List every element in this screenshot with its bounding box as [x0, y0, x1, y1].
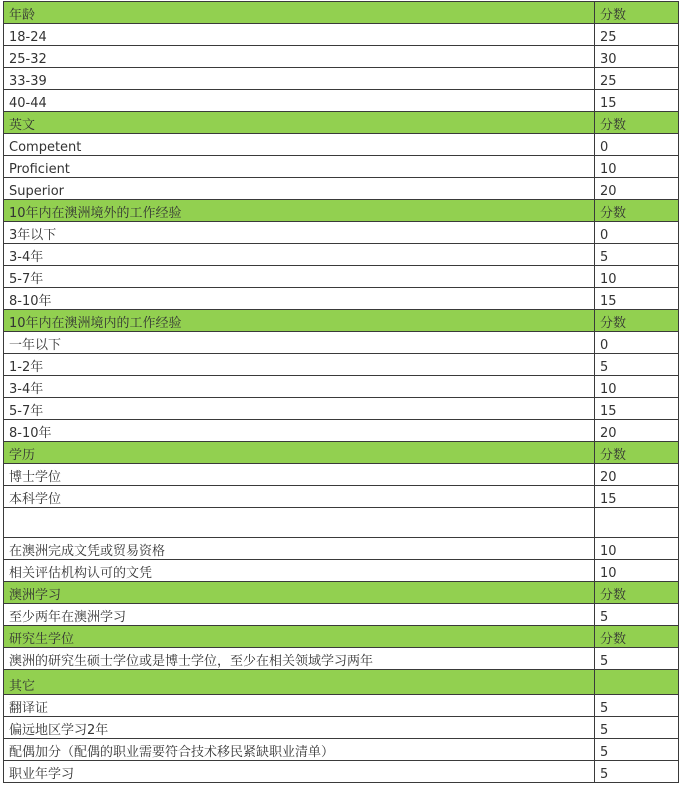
table-row — [4, 178, 679, 200]
section-header-row — [4, 2, 679, 24]
score-cell: 10 — [595, 266, 679, 288]
criterion-cell: 8-10年 — [4, 288, 595, 310]
table-row — [4, 244, 679, 266]
score-cell: 5 — [595, 761, 679, 783]
criterion-cell: 25-32 — [4, 46, 595, 68]
section-header-row — [4, 582, 679, 604]
table-row — [4, 761, 679, 783]
score-cell: 0 — [595, 134, 679, 156]
criterion-cell: 1-2年 — [4, 354, 595, 376]
score-header-cell: 分数 — [595, 442, 679, 464]
criterion-cell: Competent — [4, 134, 595, 156]
score-cell: 25 — [595, 68, 679, 90]
score-header-cell: 分数 — [595, 200, 679, 222]
criterion-cell: 配偶加分（配偶的职业需要符合技术移民紧缺职业清单） — [4, 739, 595, 761]
table-row — [4, 288, 679, 310]
score-cell: 20 — [595, 464, 679, 486]
criterion-cell: 5-7年 — [4, 266, 595, 288]
criterion-cell — [4, 508, 595, 538]
criterion-cell: 偏远地区学习2年 — [4, 717, 595, 739]
criterion-cell: 18-24 — [4, 24, 595, 46]
section-title-cell: 研究生学位 — [4, 626, 595, 648]
table-row — [4, 538, 679, 560]
table-row — [4, 222, 679, 244]
section-title-cell: 10年内在澳洲境外的工作经验 — [4, 200, 595, 222]
score-header-cell: 分数 — [595, 582, 679, 604]
table-row — [4, 354, 679, 376]
section-header-row — [4, 670, 679, 695]
table-row — [4, 68, 679, 90]
score-header-cell: 分数 — [595, 2, 679, 24]
table-row — [4, 156, 679, 178]
criterion-cell: 3-4年 — [4, 244, 595, 266]
table-row — [4, 486, 679, 508]
score-header-cell: 分数 — [595, 310, 679, 332]
score-cell: 10 — [595, 156, 679, 178]
criterion-cell: 一年以下 — [4, 332, 595, 354]
criterion-cell: 翻译证 — [4, 695, 595, 717]
criterion-cell: 在澳洲完成文凭或贸易资格 — [4, 538, 595, 560]
section-header-row — [4, 200, 679, 222]
score-cell: 5 — [595, 604, 679, 626]
criterion-cell: Proficient — [4, 156, 595, 178]
points-table — [3, 1, 679, 783]
blank-row — [4, 508, 679, 538]
score-cell: 20 — [595, 178, 679, 200]
table-row — [4, 46, 679, 68]
criterion-cell: Superior — [4, 178, 595, 200]
table-row — [4, 376, 679, 398]
table-row — [4, 695, 679, 717]
score-cell: 5 — [595, 244, 679, 266]
criterion-cell: 职业年学习 — [4, 761, 595, 783]
section-title-cell: 澳洲学习 — [4, 582, 595, 604]
criterion-cell: 至少两年在澳洲学习 — [4, 604, 595, 626]
criterion-cell: 相关评估机构认可的文凭 — [4, 560, 595, 582]
score-cell: 30 — [595, 46, 679, 68]
table-row — [4, 266, 679, 288]
section-header-row — [4, 112, 679, 134]
table-row — [4, 332, 679, 354]
score-cell: 20 — [595, 420, 679, 442]
score-header-cell — [595, 670, 679, 695]
score-cell — [595, 508, 679, 538]
table-row — [4, 90, 679, 112]
score-cell: 0 — [595, 222, 679, 244]
score-cell: 15 — [595, 90, 679, 112]
criterion-cell: 40-44 — [4, 90, 595, 112]
section-header-row — [4, 442, 679, 464]
criterion-cell: 博士学位 — [4, 464, 595, 486]
score-header-cell: 分数 — [595, 112, 679, 134]
section-title-cell: 学历 — [4, 442, 595, 464]
score-cell: 5 — [595, 717, 679, 739]
criterion-cell: 33-39 — [4, 68, 595, 90]
score-header-cell: 分数 — [595, 626, 679, 648]
criterion-cell: 澳洲的研究生硕士学位或是博士学位，至少在相关领域学习两年 — [4, 648, 595, 670]
section-title-cell: 10年内在澳洲境内的工作经验 — [4, 310, 595, 332]
table-row — [4, 648, 679, 670]
table-row — [4, 464, 679, 486]
points-table-body — [4, 2, 679, 783]
section-title-cell: 其它 — [4, 670, 595, 695]
score-cell: 15 — [595, 288, 679, 310]
criterion-cell: 8-10年 — [4, 420, 595, 442]
score-cell: 10 — [595, 376, 679, 398]
criterion-cell: 5-7年 — [4, 398, 595, 420]
table-row — [4, 398, 679, 420]
criterion-cell: 3年以下 — [4, 222, 595, 244]
criterion-cell: 本科学位 — [4, 486, 595, 508]
score-cell: 5 — [595, 739, 679, 761]
score-cell: 15 — [595, 398, 679, 420]
table-row — [4, 560, 679, 582]
score-cell: 25 — [595, 24, 679, 46]
score-cell: 10 — [595, 560, 679, 582]
table-row — [4, 134, 679, 156]
score-cell: 15 — [595, 486, 679, 508]
section-title-cell: 英文 — [4, 112, 595, 134]
section-header-row — [4, 310, 679, 332]
score-cell: 10 — [595, 538, 679, 560]
table-row — [4, 24, 679, 46]
score-cell: 5 — [595, 648, 679, 670]
section-header-row — [4, 626, 679, 648]
section-title-cell: 年龄 — [4, 2, 595, 24]
table-row — [4, 739, 679, 761]
criterion-cell: 3-4年 — [4, 376, 595, 398]
score-cell: 5 — [595, 354, 679, 376]
table-row — [4, 717, 679, 739]
score-cell: 0 — [595, 332, 679, 354]
table-row — [4, 420, 679, 442]
score-cell: 5 — [595, 695, 679, 717]
table-row — [4, 604, 679, 626]
